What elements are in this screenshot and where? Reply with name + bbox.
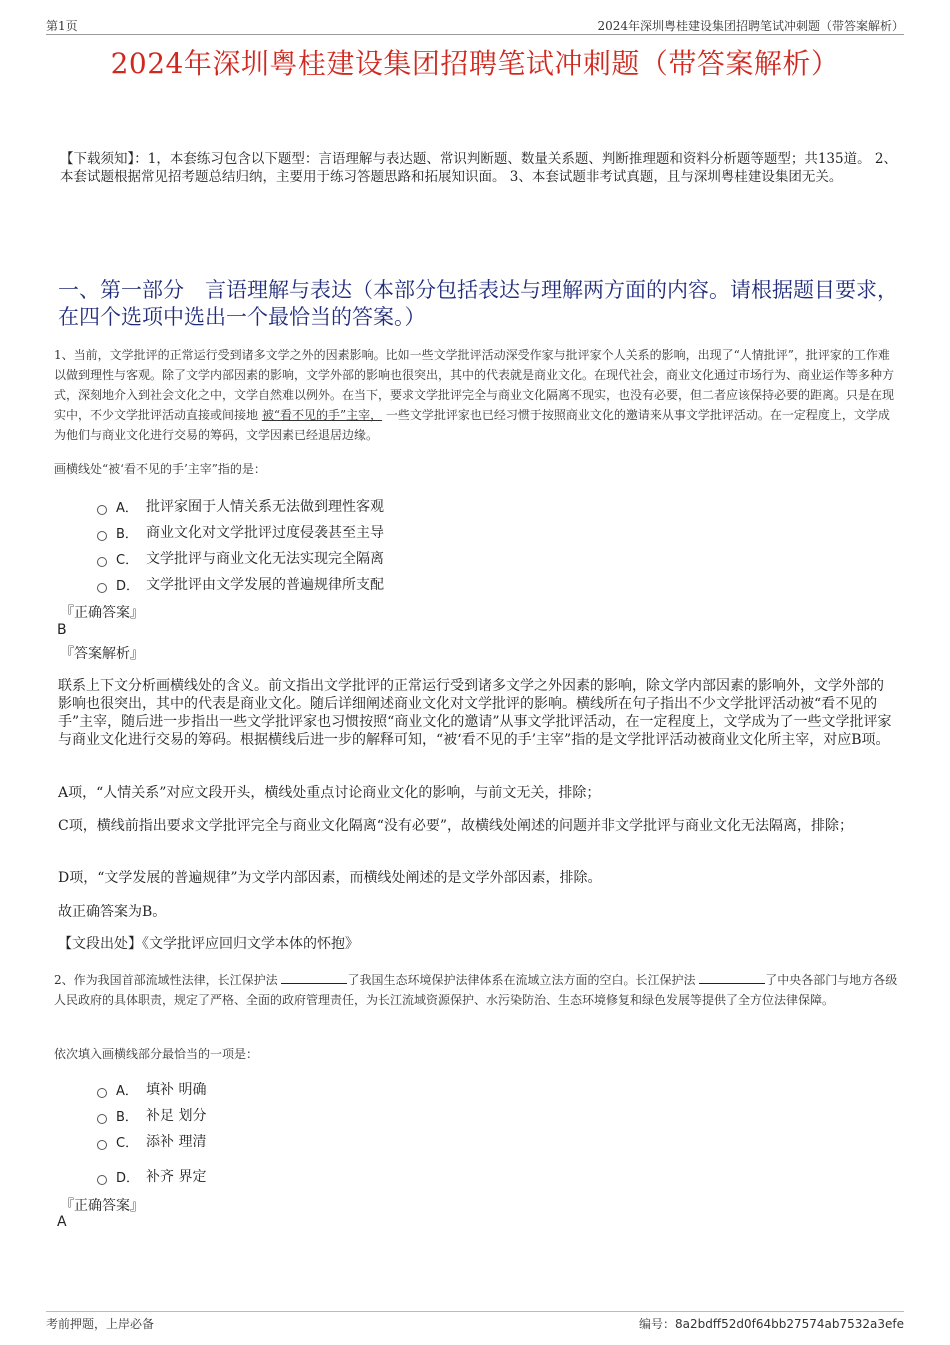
option-text: 填补 明确 xyxy=(146,1082,207,1098)
q1-analysis-d: D项，“文学发展的普遍规律”为文学内部因素，而横线处阐述的是文学外部因素，排除。 xyxy=(58,870,602,886)
document-code-label: 编号： xyxy=(638,1317,675,1331)
q2-answer-label: 『正确答案』 xyxy=(60,1198,144,1214)
option-text: 商业文化对文学批评过度侵袭甚至主导 xyxy=(146,525,384,541)
radio-icon[interactable] xyxy=(97,1088,107,1098)
radio-icon[interactable] xyxy=(97,505,107,515)
section-heading: 一、第一部分 言语理解与表达（本部分包括表达与理解两方面的内容。请根据题目要求，在四个选项中选出一个最恰当的答案。） xyxy=(58,278,898,329)
radio-icon[interactable] xyxy=(97,1140,107,1150)
q1-source: 【文段出处】《文学批评应回归文学本体的怀抱》 xyxy=(58,936,359,952)
footer-divider xyxy=(46,1311,904,1312)
q2-text-part1: 2、作为我国首部流域性法律，长江保护法 xyxy=(54,973,282,987)
radio-icon[interactable] xyxy=(97,1114,107,1124)
running-header-title: 2024年深圳粤桂建设集团招聘笔试冲刺题（带答案解析） xyxy=(597,19,904,33)
option-letter: B． xyxy=(116,526,138,542)
q1-answer-label: 『正确答案』 xyxy=(60,605,144,621)
download-notice: 【下载须知】：1，本套练习包含以下题型：言语理解与表达题、常识判断题、数量关系题、判断推理题和资料分析题等题型；共135道。 2、本套试题根据常见招考题总结归纳，主要用于练习答题思路和拓展知识面。 3、本套试题非考试真题，且与深圳粤桂建设集团无关。 xyxy=(60,151,897,185)
document-code-value: 8a2bdff52d0f64bb27574ab7532a3efe xyxy=(674,1317,904,1331)
page-number: 第1页 xyxy=(46,19,78,33)
option-letter: C． xyxy=(116,552,139,568)
q1-analysis-main: 联系上下文分析画横线处的含义。前文指出文学批评的正常运行受到诸多文学之外因素的影响，除文学内部因素的影响外，文学外部的影响也很突出，其中的代表是商业文化。随后详细阐述商业文化对文学批评的影响。横线所在句子指出不少文学批评活动被“看不见的手”主宰，随后进一步指出一些文学批评家也习惯按照“商业文化的邀请”从事文学批评活动，在一定程度上，文学成为了一些文学批评家与商业文化进行交易的筹码。根据横线后进一步的解释可知，“被‘看不见的手’主宰”指的是文学批评活动被商业文化所主宰，对应B项。 xyxy=(58,678,892,748)
question-2-prompt: 依次填入画横线部分最恰当的一项是： xyxy=(54,1047,259,1061)
q1-conclusion: 故正确答案为B。 xyxy=(58,904,167,920)
q1-analysis-label: 『答案解析』 xyxy=(60,646,144,662)
q2-option-c[interactable] xyxy=(97,1131,206,1151)
option-letter: A． xyxy=(116,1083,138,1099)
question-1-prompt: 画横线处“被‘看不见的手’主宰”指的是： xyxy=(54,462,266,476)
option-letter: A． xyxy=(116,500,138,516)
q2-answer: A xyxy=(57,1214,67,1230)
option-text: 添补 理清 xyxy=(146,1134,207,1150)
radio-icon[interactable] xyxy=(97,1175,107,1185)
q1-analysis-c: C项，横线前指出要求文学批评完全与商业文化隔离“没有必要”，故横线处阐述的问题并非文学批评与商业文化无法隔离，排除； xyxy=(58,818,854,834)
radio-icon[interactable] xyxy=(97,557,107,567)
option-letter: D． xyxy=(116,1170,140,1186)
q1-option-c[interactable] xyxy=(97,548,384,568)
q1-analysis-a: A项，“人情关系”对应文段开头，横线处重点讨论商业文化的影响，与前文无关，排除； xyxy=(58,785,601,801)
q2-option-d[interactable] xyxy=(97,1166,206,1186)
page-title: 2024年深圳粤桂建设集团招聘笔试冲刺题（带答案解析） xyxy=(110,47,840,80)
q1-underlined-phrase: 被“看不见的手”主宰， xyxy=(261,408,383,422)
option-letter: D． xyxy=(116,578,140,594)
q1-option-b[interactable] xyxy=(97,522,384,542)
question-1-passage xyxy=(54,345,900,445)
option-letter: B． xyxy=(116,1109,138,1125)
q2-option-a[interactable] xyxy=(97,1079,206,1099)
radio-icon[interactable] xyxy=(97,531,107,541)
q1-option-a[interactable] xyxy=(97,496,384,516)
radio-icon[interactable] xyxy=(97,583,107,593)
option-text: 补齐 界定 xyxy=(146,1169,207,1185)
fill-blank-1 xyxy=(281,971,347,984)
q1-option-d[interactable] xyxy=(97,574,384,594)
option-text: 文学批评由文学发展的普遍规律所支配 xyxy=(146,577,384,593)
q1-text-before: 1、当前，文学批评的正常运行受到诸多文学之外的因素影响。比如一些文学批评活动深受作家与批评家个人关系的影响，出现了“人情批评”，批评家的工作难以做到理性与客观。除了文学内部因素的影响，文学外部的影响也很突出，其中的代表就是商业文化。在现代社会，商业文化通过市场行为、商业运作等多种方式，深刻地介入到社会文化之中，文学自然难以例外。在当下，要求文学批评完全与商业文化隔离不现实，也没有必要，但二者应该保持必要的距离。只是在现实中，不少文学批评活动直接或间接地 xyxy=(54,348,895,422)
q1-text-after: 一些文学批评家也已经习惯于按照商业文化的邀请来从事文学批评活动。在一定程度上，文学成为他们与商业文化进行交易的筹码，文学因素已经退居边缘。 xyxy=(54,408,890,442)
question-2-passage xyxy=(54,970,900,1010)
document-code xyxy=(639,1315,904,1332)
fill-blank-2 xyxy=(699,971,765,984)
q2-text-part2: 了我国生态环境保护法律体系在流域立法方面的空白。长江保护法 xyxy=(347,973,700,987)
option-text: 文学批评与商业文化无法实现完全隔离 xyxy=(146,551,384,567)
option-text: 批评家囿于人情关系无法做到理性客观 xyxy=(146,499,384,515)
option-text: 补足 划分 xyxy=(146,1108,207,1124)
q1-answer: B xyxy=(57,622,67,638)
q2-option-b[interactable] xyxy=(97,1105,206,1125)
option-letter: C． xyxy=(116,1135,139,1151)
header-divider xyxy=(46,34,904,35)
q2-text-part3: 了中央各部门与地方各级人民政府的具体职责，规定了严格、全面的政府管理责任，为长江流域资源保护、水污染防治、生态环境修复和绿色发展等提供了全方位法律保障。 xyxy=(54,973,898,1007)
footer-slogan: 考前押题，上岸必备 xyxy=(46,1317,155,1331)
